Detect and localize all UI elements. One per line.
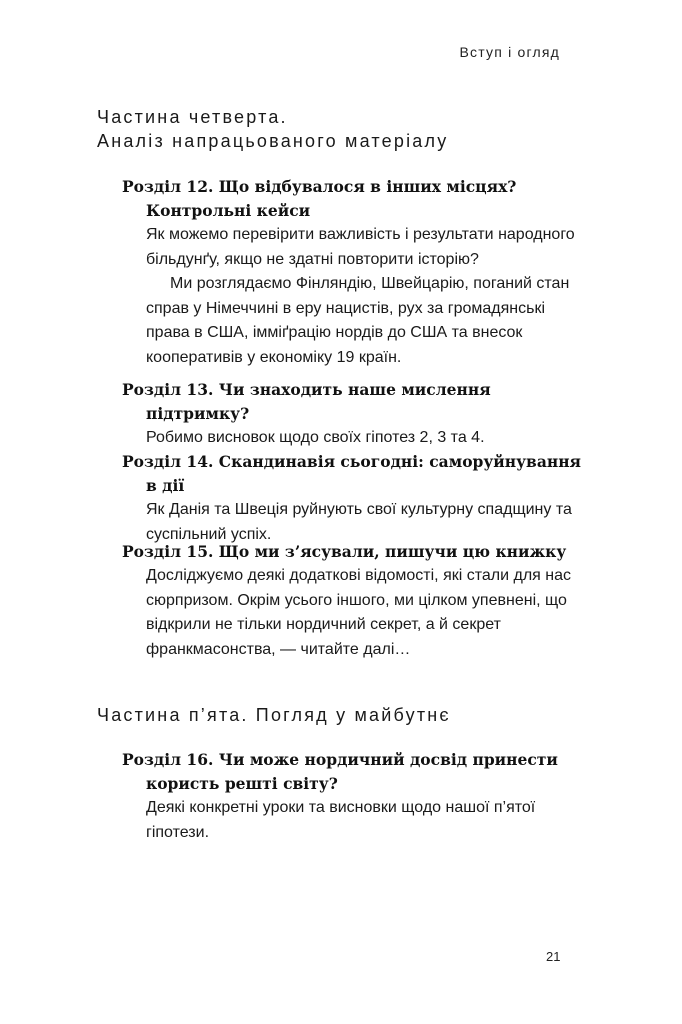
chapter-15-title: Розділ 15. Що ми з’ясували, пишучи цю книжку bbox=[122, 542, 567, 561]
chapter-16-title: Розділ 16. Чи може нордичний досвід принести користь решті світу? bbox=[122, 750, 558, 793]
chapter-12-title: Розділ 12. Що відбувалося в інших місцях? Контрольні кейси bbox=[122, 177, 517, 220]
chapter-16-body bbox=[122, 796, 582, 845]
chapter-14-paragraph-1: Як Данія та Швеція руйнують свої культурну спадщину та суспільний успіх. bbox=[146, 501, 572, 543]
chapter-13 bbox=[122, 378, 582, 451]
part-four-subtitle: Аналіз напрацьованого матеріалу bbox=[97, 131, 449, 151]
chapter-16-paragraph-1: Деякі конкретні уроки та висновки щодо нашої п’ятої гіпотези. bbox=[146, 799, 536, 841]
chapter-13-paragraph-1: Робимо висновок щодо своїх гіпотез 2, 3 та 4. bbox=[146, 429, 485, 446]
chapter-12 bbox=[122, 175, 582, 370]
part-four-heading bbox=[97, 105, 448, 153]
chapter-15-body bbox=[122, 564, 582, 662]
chapter-15-paragraph-1: Досліджуємо деякі додаткові відомості, які стали для нас сюрпризом. Окрім усього іншого, ми цілком упевнені, що відкрили не тільки нордичний секрет, а й секрет франкмасонства, — читайте далі… bbox=[146, 567, 572, 658]
chapter-12-paragraph-1: Як можемо перевірити важливість і результати народного більдунґу, якщо не здатні повторити історію? bbox=[146, 226, 575, 268]
part-four-label: Частина четверта. bbox=[97, 107, 288, 127]
chapter-14-title: Розділ 14. Скандинавія сьогодні: саморуйнування в дії bbox=[122, 452, 582, 495]
chapter-13-title: Розділ 13. Чи знаходить наше мислення підтримку? bbox=[122, 380, 491, 423]
page-number: 21 bbox=[546, 949, 561, 964]
chapter-15 bbox=[122, 540, 582, 662]
running-head: Вступ і огляд bbox=[459, 44, 560, 60]
chapter-16 bbox=[122, 748, 582, 845]
chapter-14 bbox=[122, 450, 582, 547]
chapter-12-body bbox=[122, 223, 582, 370]
chapter-12-paragraph-2: Ми розглядаємо Фінляндію, Швейцарію, поганий стан справ у Німеччині в еру нацистів, рух за громадянські права в США, імміґрацію нордів до США та внесок кооперативів у економіку 19 країн. bbox=[146, 275, 570, 366]
part-five-heading bbox=[97, 703, 451, 727]
chapter-13-body bbox=[122, 426, 582, 451]
part-five-label: Частина п’ята. Погляд у майбутнє bbox=[97, 705, 451, 725]
